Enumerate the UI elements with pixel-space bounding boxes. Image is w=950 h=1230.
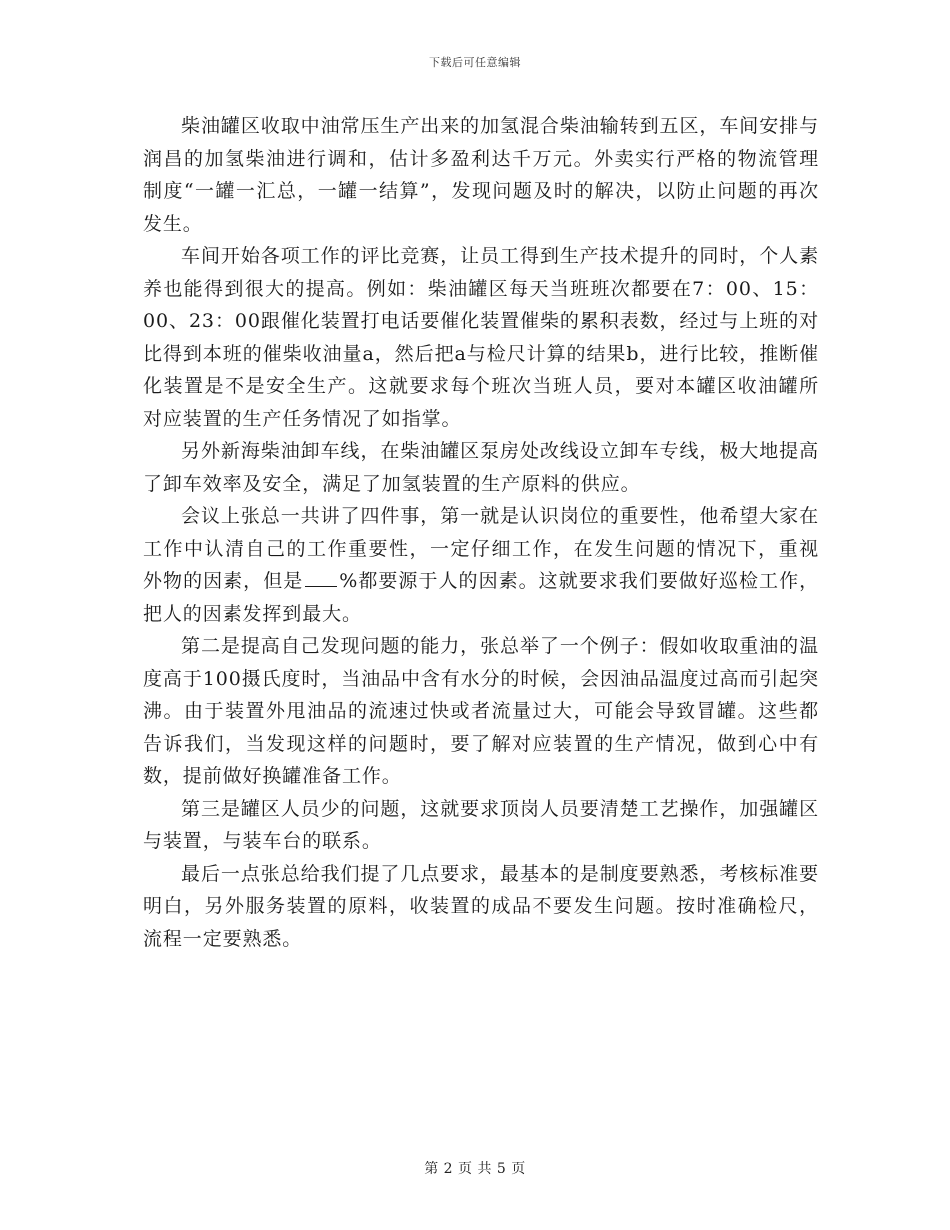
- document-body: [143, 110, 819, 955]
- meeting-text-before-blank: 会议上张总一共讲了四件事，第一就是认识岗位的重要性，他希望大家在工作中认清自己的工作重要性，一定仔细工作，在发生问题的情况下，重视外物的因素，但是: [143, 505, 819, 592]
- paragraph-third-point: 第三是罐区人员少的问题，这就要求顶岗人员要清楚工艺操作，加强罐区与装置，与装车台的联系。: [143, 797, 819, 852]
- page-number: 第 2 页 共 5 页: [424, 1161, 526, 1177]
- paragraph-final-point: 最后一点张总给我们提了几点要求，最基本的是制度要熟悉，考核标准要明白，另外服务装置的原料，收装置的成品不要发生问题。按时准确检尺，流程一定要熟悉。: [143, 862, 819, 950]
- paragraph-meeting: [143, 500, 819, 630]
- page-header: 下载后可任意编辑: [429, 56, 521, 69]
- paragraph-second-point: 第二是提高自己发现问题的能力，张总举了一个例子：假如收取重油的温度高于100摄氏度时，当油品中含有水分的时候，会因油品温度过高而引起突沸。由于装置外甩油品的流速过快或者流量过大，可能会导致冒罐。这些都告诉我们，当发现这样的问题时，要了解对应装置的生产情况，做到心中有数，提前做好换罐准备工作。: [143, 635, 819, 787]
- paragraph-diesel-tank: 柴油罐区收取中油常压生产出来的加氢混合柴油输转到五区，车间安排与润昌的加氢柴油进行调和，估计多盈利达千万元。外卖实行严格的物流管理制度“一罐一汇总，一罐一结算”，发现问题及时的解决，以防止问题的再次发生。: [143, 115, 819, 235]
- meeting-text-after-blank: %都要源于人的因素。这就要求我们要做好巡检工作，把人的因素发挥到最大。: [143, 570, 820, 625]
- paragraph-unloading-line: 另外新海柴油卸车线，在柴油罐区泵房处改线设立卸车专线，极大地提高了卸车效率及安全，满足了加氢装置的生产原料的供应。: [143, 440, 819, 495]
- fill-in-blank: [305, 569, 337, 587]
- paragraph-competition: 车间开始各项工作的评比竞赛，让员工得到生产技术提升的同时，个人素养也能得到很大的提高。例如：柴油罐区每天当班班次都要在7：00、15：00、23：00跟催化装置打电话要催化装置催柴的累积表数，经过与上班的对比得到本班的催柴收油量a，然后把a与检尺计算的结果b，进行比较，推断催化装置是不是安全生产。这就要求每个班次当班人员，要对本罐区收油罐所对应装置的生产任务情况了如指掌。: [143, 245, 819, 430]
